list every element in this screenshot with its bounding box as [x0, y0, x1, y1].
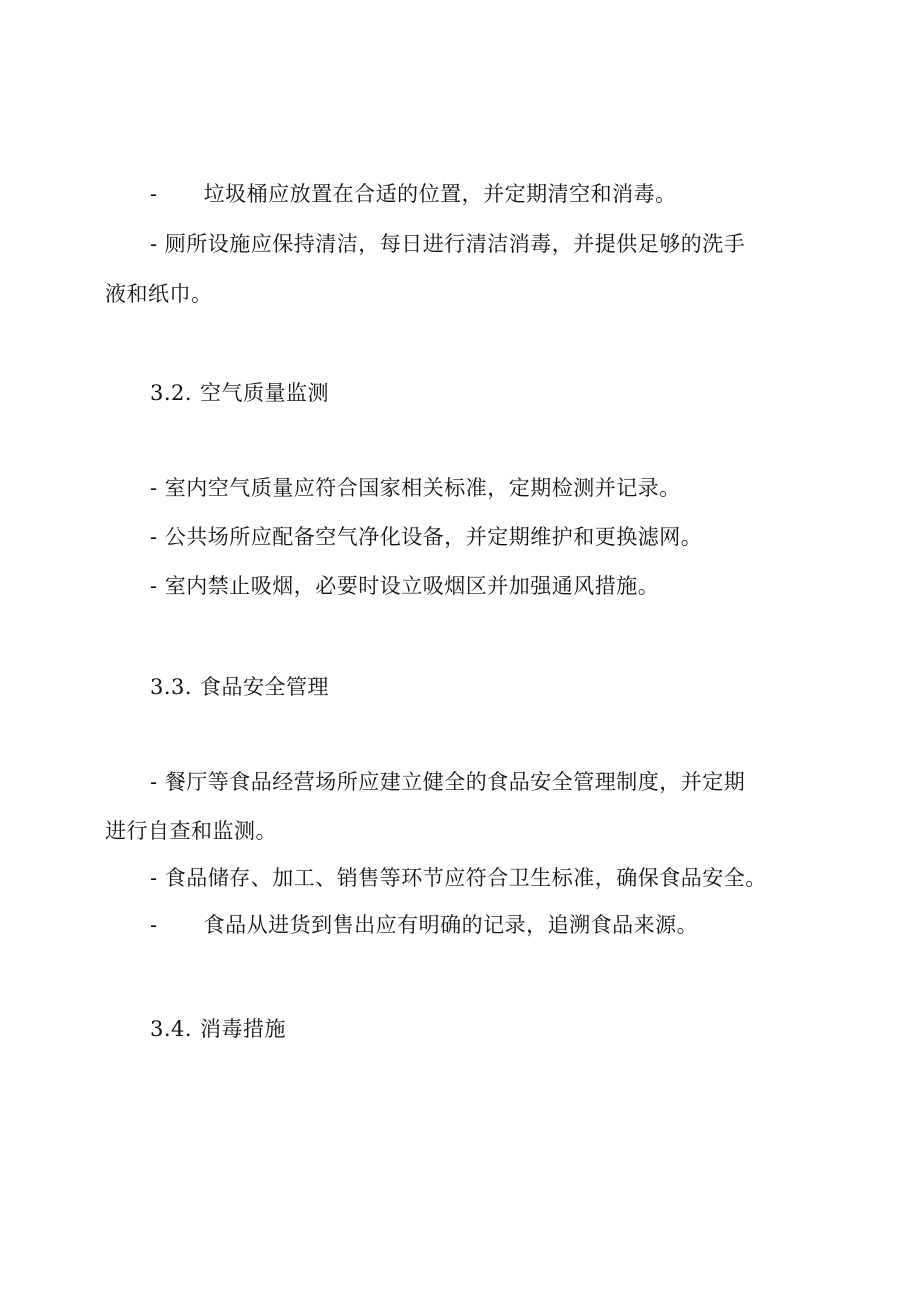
- section-title: 空气质量监测: [200, 381, 329, 405]
- list-item-trash-bins: [150, 180, 677, 208]
- list-item-air-purifier: - 公共场所应配备空气净化设备，并定期维护和更换滤网。: [150, 525, 703, 549]
- section-number: 3.4.: [150, 1017, 193, 1041]
- section-number: 3.3.: [150, 675, 193, 699]
- list-item-air-quality: - 室内空气质量应符合国家相关标准，定期检测并记录。: [150, 476, 681, 500]
- list-item-text: 食品从进货到售出应有明确的记录，追溯食品来源。: [203, 913, 699, 937]
- list-item-no-smoking: - 室内禁止吸烟，必要时设立吸烟区并加强通风措施。: [150, 574, 660, 598]
- list-item-restrooms-line-1: - 厕所设施应保持清洁，每日进行清洁消毒，并提供足够的洗手: [150, 232, 746, 256]
- section-heading-3-4: [150, 1015, 286, 1043]
- list-item-food-safety-system-line-2: 进行自查和监测。: [105, 819, 277, 843]
- section-heading-3-2: [150, 379, 329, 407]
- section-heading-3-3: [150, 673, 329, 701]
- list-item-text: 垃圾桶应放置在合适的位置，并定期清空和消毒。: [203, 182, 677, 206]
- list-item-food-hygiene: - 食品储存、加工、销售等环节应符合卫生标准，确保食品安全。: [150, 866, 767, 890]
- list-item-food-traceability: [150, 911, 698, 939]
- section-title: 食品安全管理: [200, 675, 329, 699]
- list-item-food-safety-system-line-1: - 餐厅等食品经营场所应建立健全的食品安全管理制度，并定期: [150, 770, 746, 794]
- list-bullet: -: [150, 182, 158, 206]
- section-number: 3.2.: [150, 381, 193, 405]
- list-bullet: -: [150, 913, 158, 937]
- section-title: 消毒措施: [200, 1017, 286, 1041]
- list-item-restrooms-line-2: 液和纸巾。: [105, 282, 213, 306]
